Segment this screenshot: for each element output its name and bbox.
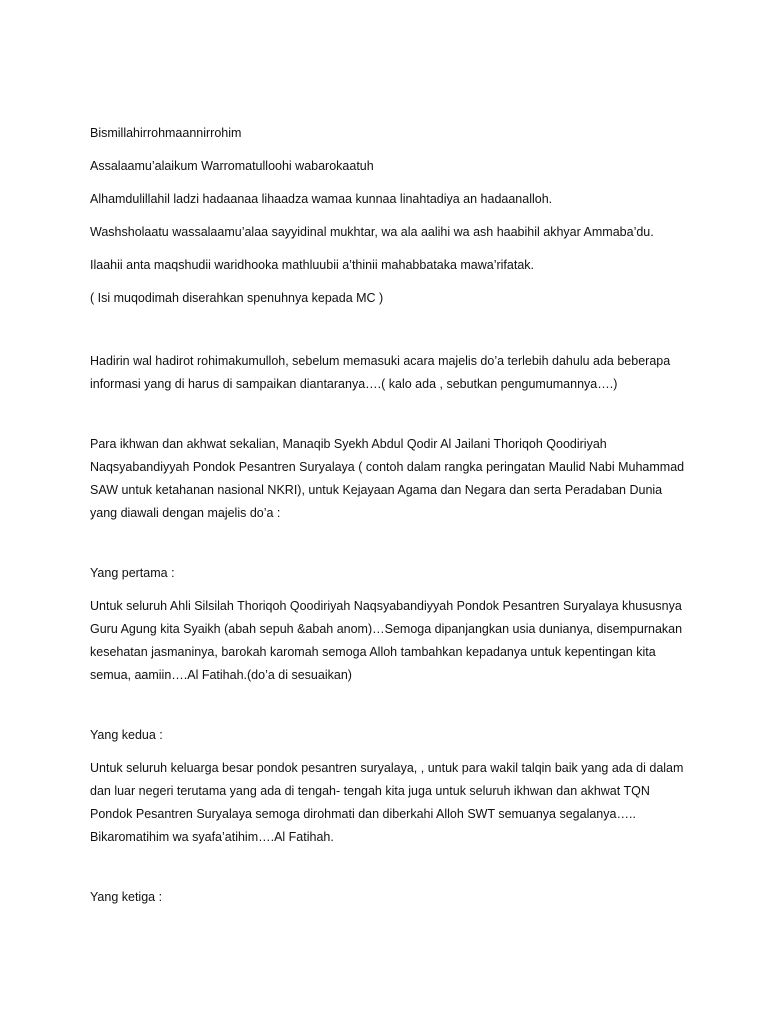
line-ilaahii: Ilaahii anta maqshudii waridhooka mathluubii a’thinii mahabbataka mawa’rifatak.: [90, 258, 535, 272]
line-bismillah: Bismillahirrohmaannirrohim: [90, 126, 242, 140]
line-salam: Assalaamu’alaikum Warromatulloohi wabarokaatuh: [90, 159, 374, 173]
paragraph-ikhwan: Para ikhwan dan akhwat sekalian, Manaqib Syekh Abdul Qodir Al Jailani Thoriqoh Qoodiriyah Naqsyabandiyyah Pondok Pesantren Suryalaya ( contoh dalam rangka peringatan Maulid Nabi Muhammad SAW untuk ketahanan nasional NKRI), untuk Kejayaan Agama dan Negara dan serta Peradaban Dunia yang diawali dengan majelis do’a :: [90, 437, 685, 520]
paragraph-hadirin: Hadirin wal hadirot rohimakumulloh, sebelum memasuki acara majelis do’a terlebih dahulu ada beberapa informasi yang di harus di sampaikan diantaranya….( kalo ada , sebutkan pengumumannya….): [90, 354, 671, 391]
paragraph-yang-pertama: Untuk seluruh Ahli Silsilah Thoriqoh Qoodiriyah Naqsyabandiyyah Pondok Pesantren Suryalaya khususnya Guru Agung kita Syaikh (abah sepuh &abah anom)…Semoga dipanjangkan usia dunianya, disempurnakan kesehatan jasmaninya, barokah karomah semoga Alloh tambahkan kepadanya untuk kepentingan kita semua, aamiin….Al Fatihah.(do’a di sesuaikan): [90, 599, 683, 682]
paragraph-yang-kedua: Untuk seluruh keluarga besar pondok pesantren suryalaya, , untuk para wakil talqin baik yang ada di dalam dan luar negeri terutama yang ada di tengah- tengah kita juga untuk seluruh ikhwan dan akhwat TQN Pondok Pesantren Suryalaya semoga dirohmati dan diberkahi Alloh SWT semuanya segalanya….. Bikaromatihim wa syafa’atihim….Al Fatihah.: [90, 761, 684, 844]
line-muqodimah-note: ( Isi muqodimah diserahkan spenuhnya kepada MC ): [90, 291, 384, 305]
document-body: [90, 122, 690, 909]
heading-yang-pertama: Yang pertama :: [90, 566, 175, 580]
heading-yang-kedua: Yang kedua :: [90, 728, 163, 742]
heading-yang-ketiga: Yang ketiga :: [90, 890, 163, 904]
line-alhamdulillah: Alhamdulillahil ladzi hadaanaa lihaadza wamaa kunnaa linahtadiya an hadaanalloh.: [90, 192, 553, 206]
line-sholawat: Washsholaatu wassalaamu’alaa sayyidinal mukhtar, wa ala aalihi wa ash haabihil akhyar Ammaba’du.: [90, 225, 654, 239]
